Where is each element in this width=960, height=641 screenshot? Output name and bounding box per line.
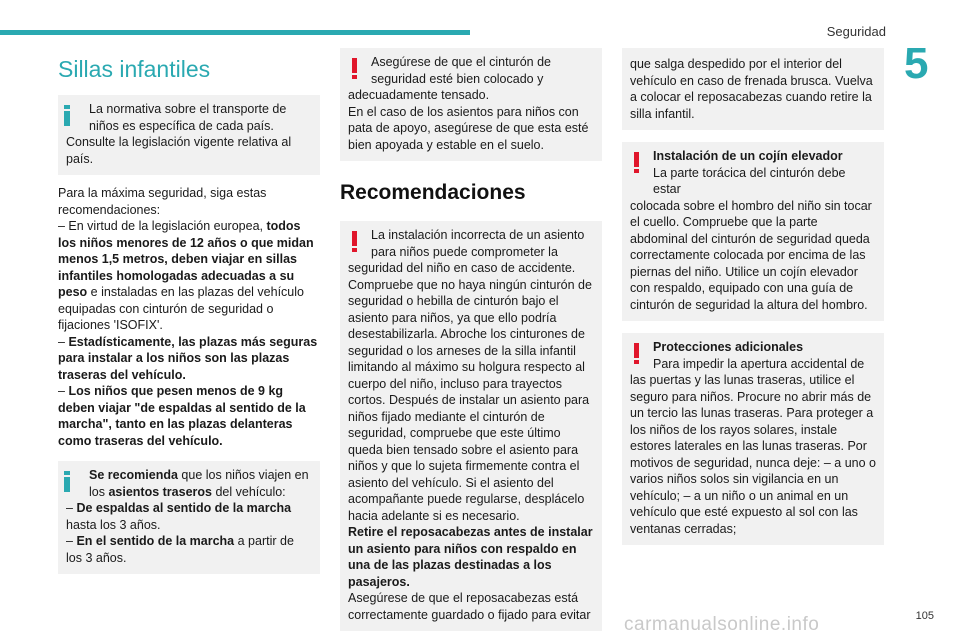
warning-text: seguridad esté bien colocado y	[371, 71, 544, 86]
info-box-rear-seats	[58, 461, 320, 574]
warning-box-seatbelt	[340, 48, 602, 161]
column-3	[622, 48, 884, 555]
page-title: Sillas infantiles	[58, 56, 211, 82]
warning-text: para niños puede comprometer la	[371, 244, 558, 259]
warning-text: adecuadamente tensado.	[348, 88, 490, 102]
info-box-regulations	[58, 95, 320, 175]
info-list-item: – De espaldas al sentido de la marcha hasta los 3 años.	[66, 501, 292, 532]
chapter-number: 5	[904, 39, 929, 88]
recommendation-2: – Estadísticamente, las plazas más seguras para instalar a los niños son las plazas traseras del vehículo.	[58, 334, 318, 382]
header-accent-bar	[0, 30, 470, 35]
recommendations-list	[58, 185, 320, 449]
watermark: carmanualsonline.info	[624, 614, 820, 635]
info-icon	[64, 471, 70, 493]
warning-text: La instalación incorrecta de un asiento	[371, 228, 585, 242]
info-text: los asientos traseros del vehículo:	[89, 484, 286, 499]
column-1	[58, 48, 320, 584]
warning-text: Asegúrese de que el cinturón de	[371, 55, 551, 69]
continued-text-box	[622, 48, 884, 130]
section-name: Seguridad	[826, 24, 886, 39]
info-list-item: – En el sentido de la marcha a partir de los 3 años.	[66, 534, 294, 565]
warning-icon	[634, 152, 639, 174]
info-text: La normativa sobre el transporte de	[89, 102, 287, 116]
warning-icon	[352, 58, 357, 80]
warning-box-booster	[622, 142, 884, 321]
recommendation-1: – En virtud de la legislación europea, todos los niños menores de 12 años o que midan menos 1,5 metros, deben viajar en sillas infantiles homologadas adecuadas a su peso e instaladas en las plazas del vehículo equipadas con cinturón de seguridad o fijaciones 'ISOFIX'.	[58, 219, 314, 332]
info-text: niños es específica de cada país.	[89, 118, 274, 133]
column-2	[340, 48, 602, 641]
info-icon	[64, 105, 70, 127]
warning-text: En el caso de los asientos para niños con pata de apoyo, asegúrese de que esta esté bien apoyada y estable en el suelo.	[348, 104, 589, 152]
page-number: 105	[915, 610, 934, 622]
warning-text: Asegúrese de que el reposacabezas está correctamente guardado o fijado para evitar	[348, 591, 591, 622]
warning-text: seguridad del niño en caso de accidente. Compruebe que no haya ningún cinturón de seguridad o hebilla de cinturón bajo el asiento para niños, ya que ello podría desestabilizarla. Abroche los cinturones de seguridad o los arneses de la silla infantil limitando al máximo su holgura respecto al cuerpo del niño, incluso para trayectos cortos. Después de instalar un asiento para niños fijado mediante el cinturón de seguridad, compruebe que este último queda bien tensado sobre el asiento para niños y que lo sujeta firmemente contra el asiento del vehículo. Si el asiento del acompañante puede regularse, desplácelo hacia adelante si es necesario.	[348, 261, 592, 523]
warning-box-installation	[340, 221, 602, 631]
warning-text: colocada sobre el hombro del niño sin tocar el cuello. Compruebe que la parte abdominal del cinturón de seguridad queda correctamente colocada por encima de las piernas del niño. Utilice un cojín elevador con respaldo, equipado con una guía de cinturón de seguridad la altura del hombro.	[630, 198, 872, 312]
warning-text: las puertas y las lunas traseras, utilice el seguro para niños. Procure no abrir más de un tercio las lunas traseras. Para proteger a los niños de los rayos solares, instale estores laterales en las lunas traseras. Por motivos de seguridad, nunca deje: – a uno o varios niños solos sin vigilancia en un vehículo; – a un niño o un animal en un vehículo que esté expuesto al sol con las ventanas cerradas;	[630, 373, 877, 536]
warning-box-additional-protection	[622, 333, 884, 545]
recommendation-3: – Los niños que pesen menos de 9 kg deben viajar "de espaldas al sentido de la marcha", tanto en las plazas delanteras como traseras del vehículo.	[58, 384, 306, 448]
warning-text: Para impedir la apertura accidental de	[653, 356, 865, 371]
info-text: Consulte la legislación vigente relativa al país.	[66, 135, 292, 166]
warning-icon	[634, 343, 639, 365]
warning-title: Instalación de un cojín elevador	[653, 149, 843, 163]
warning-text-bold: Retire el reposacabezas antes de instalar un asiento para niños con respaldo en una de las plazas destinadas a los pasajeros.	[348, 525, 593, 589]
warning-title: Protecciones adicionales	[653, 340, 804, 354]
continued-text: que salga despedido por el interior del vehículo en caso de frenada brusca. Vuelva a colocar el reposacabezas cuando retire la silla infantil.	[630, 57, 873, 121]
warning-icon	[352, 231, 357, 253]
intro-text: Para la máxima seguridad, siga estas recomendaciones:	[58, 186, 267, 217]
warning-text: La parte torácica del cinturón debe estar	[653, 165, 846, 196]
section-heading: Recomendaciones	[340, 181, 526, 204]
info-text: Se recomienda que los niños viajen en	[89, 468, 309, 482]
